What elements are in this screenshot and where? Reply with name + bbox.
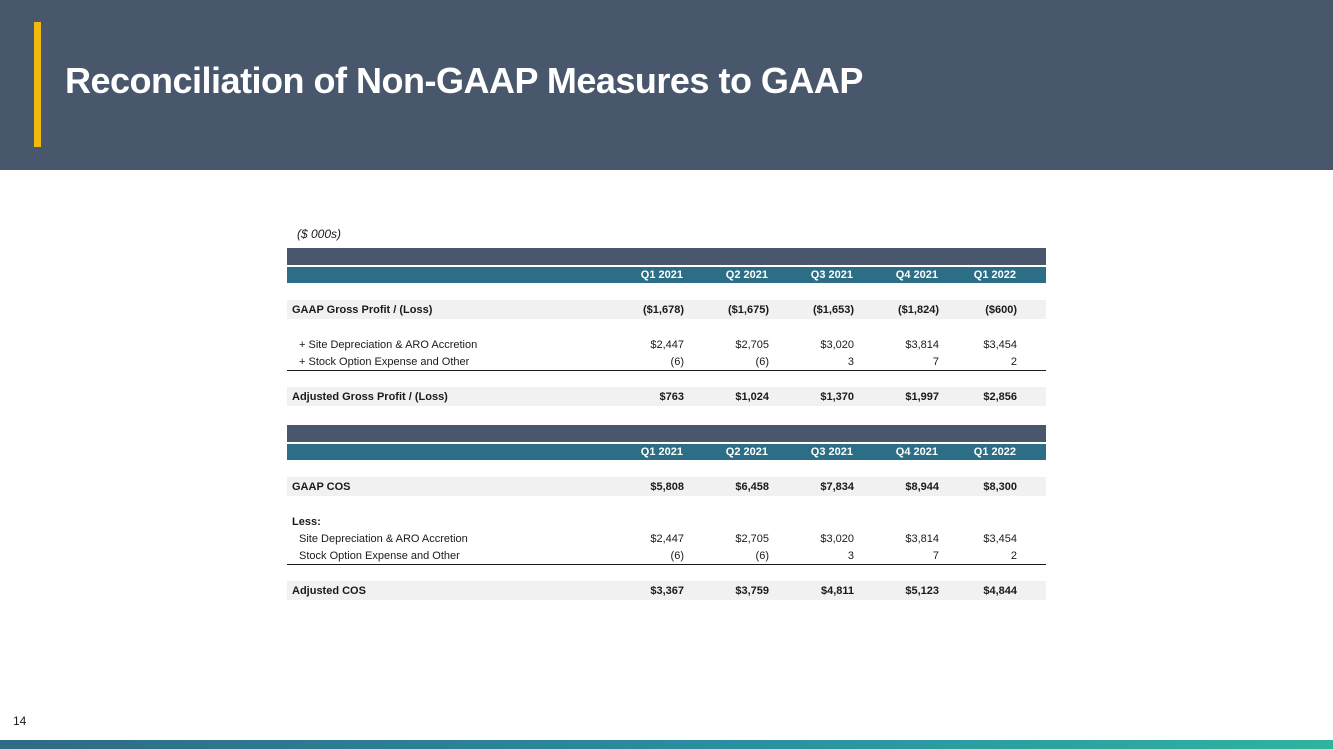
table-cell: $3,020 bbox=[820, 338, 854, 351]
page-title: Reconciliation of Non-GAAP Measures to GAAP bbox=[65, 60, 863, 101]
table-cell: $6,458 bbox=[735, 480, 769, 493]
table-cell: 2 bbox=[1010, 355, 1017, 368]
row-label: Site Depreciation & ARO Accretion bbox=[299, 532, 468, 545]
table-cell: $2,447 bbox=[650, 532, 684, 545]
table-row bbox=[287, 547, 1046, 565]
column-header: Q4 2021 bbox=[895, 446, 938, 458]
table-row bbox=[287, 477, 1046, 496]
row-label: GAAP Gross Profit / (Loss) bbox=[292, 303, 433, 316]
column-header: Q2 2021 bbox=[725, 446, 768, 458]
table-row bbox=[287, 353, 1046, 371]
table-cell: $3,759 bbox=[735, 584, 769, 597]
table-cell: $7,834 bbox=[820, 480, 854, 493]
table-cell: (6) bbox=[670, 355, 684, 368]
accent-bar bbox=[34, 22, 41, 147]
table-cell: 2 bbox=[1010, 549, 1017, 562]
table-cell: ($600) bbox=[985, 303, 1017, 316]
table-cell: 7 bbox=[932, 549, 939, 562]
column-header: Q1 2022 bbox=[973, 269, 1016, 281]
table-cell: $3,367 bbox=[650, 584, 684, 597]
row-label: Adjusted COS bbox=[292, 584, 366, 597]
table-top-band bbox=[287, 425, 1046, 442]
cos-table bbox=[287, 425, 1046, 600]
column-header-row bbox=[287, 442, 1046, 460]
table-row bbox=[287, 581, 1046, 600]
table-cell: $4,811 bbox=[820, 584, 854, 597]
table-top-band bbox=[287, 248, 1046, 265]
column-header: Q1 2021 bbox=[640, 269, 683, 281]
table-cell: 7 bbox=[932, 355, 939, 368]
table-cell: ($1,824) bbox=[898, 303, 939, 316]
column-header-row bbox=[287, 265, 1046, 283]
table-cell: $3,454 bbox=[983, 338, 1017, 351]
table-cell: (6) bbox=[670, 549, 684, 562]
table-cell: $3,020 bbox=[820, 532, 854, 545]
table-cell: $5,123 bbox=[905, 584, 939, 597]
table-cell: $2,447 bbox=[650, 338, 684, 351]
footer-bar bbox=[0, 740, 1333, 749]
column-header: Q3 2021 bbox=[810, 269, 853, 281]
table-cell: $5,808 bbox=[650, 480, 684, 493]
table-cell: (6) bbox=[755, 549, 769, 562]
table-row bbox=[287, 513, 1046, 530]
table-cell: $1,370 bbox=[820, 390, 854, 403]
table-cell: $1,024 bbox=[735, 390, 769, 403]
table-row bbox=[287, 387, 1046, 406]
row-label: Stock Option Expense and Other bbox=[299, 549, 460, 562]
units-label: ($ 000s) bbox=[297, 227, 342, 241]
table-cell: ($1,653) bbox=[813, 303, 854, 316]
table-cell: $3,814 bbox=[905, 532, 939, 545]
row-label: GAAP COS bbox=[292, 480, 351, 493]
column-header: Q4 2021 bbox=[895, 269, 938, 281]
table-cell: ($1,678) bbox=[643, 303, 684, 316]
less-label: Less: bbox=[292, 515, 321, 528]
table-cell: $8,300 bbox=[983, 480, 1017, 493]
header-banner bbox=[0, 0, 1333, 170]
table-cell: $4,844 bbox=[983, 584, 1017, 597]
column-header: Q2 2021 bbox=[725, 269, 768, 281]
column-header: Q3 2021 bbox=[810, 446, 853, 458]
row-label: + Stock Option Expense and Other bbox=[299, 355, 470, 368]
column-header: Q1 2022 bbox=[973, 446, 1016, 458]
table-row bbox=[287, 336, 1046, 353]
row-label: Adjusted Gross Profit / (Loss) bbox=[292, 390, 448, 403]
table-cell: $3,814 bbox=[905, 338, 939, 351]
page-number: 14 bbox=[13, 714, 27, 728]
gross-profit-table bbox=[287, 248, 1046, 406]
column-header: Q1 2021 bbox=[640, 446, 683, 458]
table-row bbox=[287, 300, 1046, 319]
table-cell: $763 bbox=[659, 390, 684, 403]
row-label: + Site Depreciation & ARO Accretion bbox=[299, 338, 478, 351]
table-cell: $2,705 bbox=[735, 338, 769, 351]
table-cell: 3 bbox=[847, 355, 854, 368]
table-row bbox=[287, 530, 1046, 547]
table-cell: $1,997 bbox=[905, 390, 939, 403]
table-cell: (6) bbox=[755, 355, 769, 368]
table-cell: $2,705 bbox=[735, 532, 769, 545]
table-cell: $3,454 bbox=[983, 532, 1017, 545]
table-cell: 3 bbox=[847, 549, 854, 562]
table-cell: $2,856 bbox=[983, 390, 1017, 403]
table-cell: $8,944 bbox=[905, 480, 939, 493]
table-cell: ($1,675) bbox=[728, 303, 769, 316]
